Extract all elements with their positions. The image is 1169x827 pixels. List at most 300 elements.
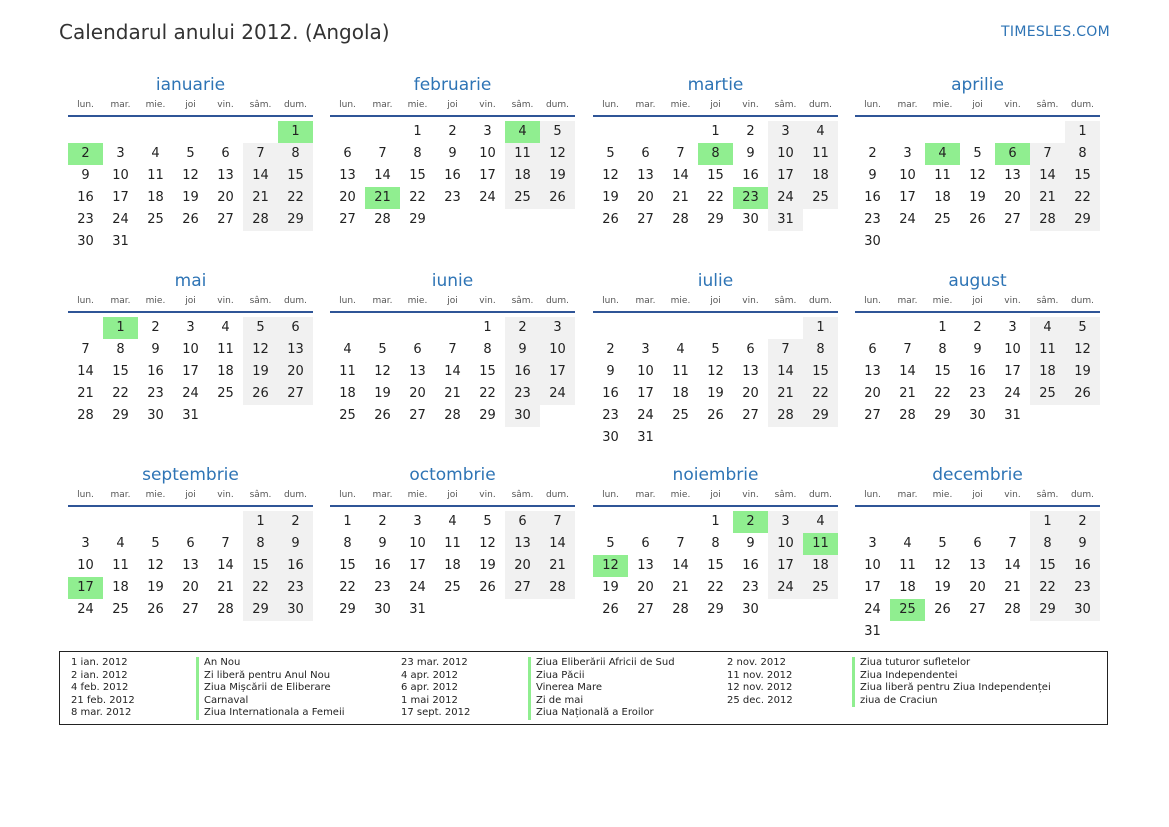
empty-cell xyxy=(628,511,663,533)
legend-date: 12 nov. 2012 xyxy=(727,682,793,694)
legend-holiday-name: Ziua Independentei xyxy=(852,670,1051,683)
weekday-label: mar. xyxy=(897,490,918,500)
month-ianuarie xyxy=(68,73,313,253)
day-cell: 5 xyxy=(606,536,615,551)
weekday-label: dum. xyxy=(808,296,833,306)
day-cell: 6 xyxy=(641,536,650,551)
day-cell: 10 xyxy=(637,364,654,379)
day-cell: 26 xyxy=(479,580,496,595)
weekday-label: joi xyxy=(447,296,458,306)
day-cell: 19 xyxy=(182,190,199,205)
day-cell: 18 xyxy=(1030,361,1065,383)
weekday-label: joi xyxy=(185,100,196,110)
weekday-label: mie. xyxy=(407,100,428,110)
month-aprilie xyxy=(855,73,1100,253)
weekday-label: lun. xyxy=(602,100,619,110)
weekday-label: mar. xyxy=(110,100,131,110)
weekday-label: lun. xyxy=(602,490,619,500)
day-cell: 24 xyxy=(77,602,94,617)
day-cell: 19 xyxy=(602,190,619,205)
day-cell: 5 xyxy=(1065,317,1100,339)
day-cell: 26 xyxy=(374,408,391,423)
day-cell: 20 xyxy=(278,361,313,383)
empty-cell xyxy=(960,511,995,533)
day-cell: 4 xyxy=(116,536,125,551)
day-cell: 18 xyxy=(899,580,916,595)
day-cell: 26 xyxy=(1065,383,1100,405)
day-cell: 30 xyxy=(374,602,391,617)
legend-holiday-name: Ziua Păcii xyxy=(528,670,675,683)
day-cell: 6 xyxy=(413,342,422,357)
day-cell: 25 xyxy=(803,577,838,599)
day-cell: 16 xyxy=(505,361,540,383)
day-cell: 12 xyxy=(1065,339,1100,361)
legend-date: 8 mar. 2012 xyxy=(71,707,132,719)
empty-cell xyxy=(435,317,470,339)
empty-cell xyxy=(1030,121,1065,143)
day-cell: 3 xyxy=(641,342,650,357)
empty-cell xyxy=(628,317,663,339)
weekday-label: sâm. xyxy=(249,490,272,500)
day-cell: 14 xyxy=(243,165,278,187)
day-cell: 19 xyxy=(1065,361,1100,383)
weekday-label: mie. xyxy=(145,100,166,110)
day-cell: 1 xyxy=(938,320,947,335)
empty-cell xyxy=(855,317,890,339)
day-cell: 9 xyxy=(973,342,982,357)
day-cell: 11 xyxy=(444,536,461,551)
day-cell: 7 xyxy=(676,536,685,551)
day-cell: 27 xyxy=(505,577,540,599)
day-cell: 10 xyxy=(864,558,881,573)
day-cell: 19 xyxy=(969,190,986,205)
weekday-label: mie. xyxy=(932,100,953,110)
day-cell: 16 xyxy=(742,558,759,573)
day-cell: 30 xyxy=(1065,599,1100,621)
day-cell: 8 xyxy=(413,146,422,161)
day-cell: 4 xyxy=(151,146,160,161)
day-grid xyxy=(593,317,838,449)
day-cell: 1 xyxy=(243,511,278,533)
weekday-label: mie. xyxy=(407,296,428,306)
legend-date: 6 apr. 2012 xyxy=(401,682,459,694)
day-cell: 27 xyxy=(864,408,881,423)
weekday-label: lun. xyxy=(77,296,94,306)
day-cell: 22 xyxy=(934,386,951,401)
holiday-day: 2 xyxy=(733,511,768,533)
day-cell: 29 xyxy=(278,209,313,231)
weekday-label: dum. xyxy=(545,490,570,500)
day-cell: 6 xyxy=(868,342,877,357)
day-cell: 1 xyxy=(483,320,492,335)
day-cell: 10 xyxy=(540,339,575,361)
day-cell: 15 xyxy=(934,364,951,379)
day-cell: 16 xyxy=(278,555,313,577)
weekday-label: sâm. xyxy=(1036,100,1059,110)
day-cell: 11 xyxy=(899,558,916,573)
day-cell: 6 xyxy=(221,146,230,161)
day-cell: 15 xyxy=(278,165,313,187)
empty-cell xyxy=(593,317,628,339)
day-cell: 1 xyxy=(803,317,838,339)
weekday-label: vin. xyxy=(1004,100,1021,110)
holiday-day: 11 xyxy=(803,533,838,555)
weekday-label: lun. xyxy=(864,296,881,306)
weekday-label: dum. xyxy=(545,100,570,110)
day-cell: 21 xyxy=(672,190,689,205)
legend-holiday-name: Ziua Eliberării Africii de Sud xyxy=(528,657,675,670)
day-cell: 31 xyxy=(1004,408,1021,423)
day-cell: 20 xyxy=(339,190,356,205)
weekday-label: lun. xyxy=(339,100,356,110)
weekday-label: sâm. xyxy=(511,296,534,306)
day-cell: 5 xyxy=(973,146,982,161)
legend-date-column xyxy=(727,657,793,707)
day-cell: 12 xyxy=(934,558,951,573)
day-cell: 19 xyxy=(374,386,391,401)
weekday-header xyxy=(855,97,1100,117)
day-cell: 18 xyxy=(112,580,129,595)
day-grid xyxy=(68,511,313,621)
day-cell: 14 xyxy=(1004,558,1021,573)
empty-cell xyxy=(628,121,663,143)
day-cell: 30 xyxy=(742,602,759,617)
empty-cell xyxy=(68,317,103,339)
day-cell: 16 xyxy=(864,190,881,205)
weekday-header xyxy=(68,293,313,313)
day-grid xyxy=(855,121,1100,253)
weekday-label: mar. xyxy=(635,490,656,500)
day-cell: 6 xyxy=(746,342,755,357)
legend-holiday-name: Ziua Mișcării de Eliberare xyxy=(196,682,345,695)
day-cell: 14 xyxy=(672,168,689,183)
day-cell: 31 xyxy=(864,624,881,639)
day-cell: 20 xyxy=(409,386,426,401)
day-cell: 16 xyxy=(1065,555,1100,577)
day-cell: 11 xyxy=(672,364,689,379)
day-cell: 18 xyxy=(217,364,234,379)
day-cell: 10 xyxy=(479,146,496,161)
empty-cell xyxy=(663,511,698,533)
day-cell: 10 xyxy=(768,143,803,165)
weekday-label: joi xyxy=(710,490,721,500)
day-grid xyxy=(593,121,838,231)
weekday-label: joi xyxy=(447,100,458,110)
day-cell: 9 xyxy=(606,364,615,379)
day-cell: 20 xyxy=(969,580,986,595)
day-cell: 5 xyxy=(938,536,947,551)
day-cell: 27 xyxy=(217,212,234,227)
day-cell: 1 xyxy=(711,514,720,529)
weekday-label: lun. xyxy=(864,100,881,110)
day-cell: 8 xyxy=(278,143,313,165)
day-cell: 3 xyxy=(81,536,90,551)
day-cell: 2 xyxy=(973,320,982,335)
legend-date: 11 nov. 2012 xyxy=(727,669,793,681)
day-cell: 31 xyxy=(112,234,129,249)
day-cell: 24 xyxy=(540,383,575,405)
empty-cell xyxy=(138,511,173,533)
day-cell: 3 xyxy=(768,121,803,143)
day-cell: 13 xyxy=(409,364,426,379)
day-cell: 21 xyxy=(1030,187,1065,209)
day-cell: 24 xyxy=(479,190,496,205)
day-cell: 7 xyxy=(676,146,685,161)
day-cell: 10 xyxy=(409,536,426,551)
legend-holiday-name: Ziua liberă pentru Ziua Independenței xyxy=(852,682,1051,695)
day-cell: 5 xyxy=(151,536,160,551)
day-cell: 14 xyxy=(540,533,575,555)
weekday-label: lun. xyxy=(77,100,94,110)
weekday-label: vin. xyxy=(742,100,759,110)
weekday-label: mie. xyxy=(145,296,166,306)
day-cell: 14 xyxy=(374,168,391,183)
day-cell: 18 xyxy=(339,386,356,401)
day-cell: 28 xyxy=(540,577,575,599)
day-cell: 27 xyxy=(637,602,654,617)
day-cell: 21 xyxy=(243,187,278,209)
holiday-day: 1 xyxy=(103,317,138,339)
day-cell: 16 xyxy=(374,558,391,573)
day-cell: 31 xyxy=(637,430,654,445)
weekday-label: mie. xyxy=(670,296,691,306)
day-cell: 23 xyxy=(505,383,540,405)
day-cell: 5 xyxy=(483,514,492,529)
weekday-label: joi xyxy=(972,490,983,500)
weekday-label: dum. xyxy=(1070,100,1095,110)
day-cell: 17 xyxy=(899,190,916,205)
day-cell: 18 xyxy=(803,165,838,187)
day-cell: 15 xyxy=(243,555,278,577)
day-grid xyxy=(330,121,575,231)
holiday-day: 2 xyxy=(68,143,103,165)
empty-cell xyxy=(768,317,803,339)
weekday-label: lun. xyxy=(339,296,356,306)
day-cell: 13 xyxy=(637,558,654,573)
day-cell: 24 xyxy=(768,187,803,209)
weekday-label: vin. xyxy=(217,490,234,500)
weekday-label: dum. xyxy=(1070,490,1095,500)
day-cell: 16 xyxy=(147,364,164,379)
weekday-label: joi xyxy=(447,490,458,500)
day-cell: 14 xyxy=(899,364,916,379)
day-cell: 6 xyxy=(186,536,195,551)
day-cell: 17 xyxy=(112,190,129,205)
day-cell: 25 xyxy=(672,408,689,423)
day-cell: 2 xyxy=(868,146,877,161)
day-cell: 3 xyxy=(903,146,912,161)
day-cell: 22 xyxy=(707,580,724,595)
weekday-label: lun. xyxy=(77,490,94,500)
day-cell: 8 xyxy=(1065,143,1100,165)
month-name: ianuarie xyxy=(155,75,226,95)
day-cell: 4 xyxy=(343,342,352,357)
month-name: iulie xyxy=(697,271,734,291)
day-cell: 18 xyxy=(147,190,164,205)
day-cell: 26 xyxy=(707,408,724,423)
day-cell: 15 xyxy=(707,558,724,573)
weekday-header xyxy=(593,97,838,117)
day-cell: 1 xyxy=(1030,511,1065,533)
day-cell: 18 xyxy=(672,386,689,401)
day-cell: 18 xyxy=(444,558,461,573)
day-cell: 21 xyxy=(1004,580,1021,595)
day-cell: 10 xyxy=(182,342,199,357)
day-cell: 13 xyxy=(339,168,356,183)
day-cell: 23 xyxy=(969,386,986,401)
day-cell: 2 xyxy=(746,124,755,139)
day-cell: 23 xyxy=(374,580,391,595)
day-cell: 19 xyxy=(934,580,951,595)
day-cell: 4 xyxy=(903,536,912,551)
site-link[interactable]: TIMESLES.COM xyxy=(1001,24,1110,40)
holiday-day: 17 xyxy=(68,577,103,599)
day-cell: 13 xyxy=(864,364,881,379)
day-cell: 6 xyxy=(278,317,313,339)
day-cell: 5 xyxy=(186,146,195,161)
day-cell: 8 xyxy=(803,339,838,361)
day-cell: 15 xyxy=(409,168,426,183)
day-cell: 30 xyxy=(147,408,164,423)
day-grid xyxy=(330,317,575,427)
weekday-label: joi xyxy=(710,296,721,306)
day-cell: 2 xyxy=(151,320,160,335)
weekday-label: sâm. xyxy=(1036,490,1059,500)
day-cell: 3 xyxy=(116,146,125,161)
weekday-label: dum. xyxy=(808,490,833,500)
holiday-day: 25 xyxy=(890,599,925,621)
weekday-label: joi xyxy=(185,490,196,500)
day-cell: 14 xyxy=(1030,165,1065,187)
empty-cell xyxy=(365,121,400,143)
day-cell: 3 xyxy=(540,317,575,339)
weekday-label: lun. xyxy=(864,490,881,500)
day-cell: 17 xyxy=(637,386,654,401)
day-cell: 28 xyxy=(77,408,94,423)
empty-cell xyxy=(330,317,365,339)
day-cell: 16 xyxy=(969,364,986,379)
day-cell: 29 xyxy=(409,212,426,227)
day-cell: 21 xyxy=(672,580,689,595)
day-cell: 22 xyxy=(112,386,129,401)
day-cell: 26 xyxy=(243,383,278,405)
empty-cell xyxy=(663,121,698,143)
day-cell: 14 xyxy=(672,558,689,573)
weekday-label: mie. xyxy=(670,490,691,500)
day-cell: 25 xyxy=(934,212,951,227)
holiday-day: 21 xyxy=(365,187,400,209)
day-cell: 20 xyxy=(1004,190,1021,205)
day-cell: 10 xyxy=(77,558,94,573)
day-cell: 26 xyxy=(540,187,575,209)
day-cell: 20 xyxy=(637,190,654,205)
weekday-label: dum. xyxy=(283,100,308,110)
empty-cell xyxy=(663,317,698,339)
day-cell: 20 xyxy=(742,386,759,401)
day-cell: 17 xyxy=(768,165,803,187)
month-name: septembrie xyxy=(142,465,239,485)
day-cell: 19 xyxy=(147,580,164,595)
day-cell: 24 xyxy=(409,580,426,595)
day-cell: 13 xyxy=(182,558,199,573)
empty-cell xyxy=(855,121,890,143)
day-cell: 21 xyxy=(768,383,803,405)
day-cell: 29 xyxy=(707,602,724,617)
empty-cell xyxy=(890,317,925,339)
weekday-label: mie. xyxy=(670,100,691,110)
day-cell: 15 xyxy=(1030,555,1065,577)
day-cell: 22 xyxy=(409,190,426,205)
day-cell: 2 xyxy=(278,511,313,533)
day-cell: 11 xyxy=(147,168,164,183)
empty-cell xyxy=(103,121,138,143)
day-cell: 28 xyxy=(217,602,234,617)
day-cell: 12 xyxy=(479,536,496,551)
holiday-day: 4 xyxy=(505,121,540,143)
day-cell: 20 xyxy=(505,555,540,577)
day-cell: 1 xyxy=(711,124,720,139)
day-cell: 17 xyxy=(409,558,426,573)
weekday-header xyxy=(330,293,575,313)
weekday-label: joi xyxy=(972,100,983,110)
day-grid xyxy=(68,121,313,253)
empty-cell xyxy=(208,511,243,533)
weekday-label: vin. xyxy=(479,490,496,500)
day-cell: 26 xyxy=(934,602,951,617)
legend-holiday-name: Zi de mai xyxy=(528,695,675,708)
day-cell: 3 xyxy=(186,320,195,335)
day-cell: 22 xyxy=(803,383,838,405)
weekday-label: sâm. xyxy=(511,100,534,110)
day-cell: 1 xyxy=(1065,121,1100,143)
day-cell: 4 xyxy=(1030,317,1065,339)
day-cell: 27 xyxy=(742,408,759,423)
day-cell: 15 xyxy=(339,558,356,573)
empty-cell xyxy=(995,511,1030,533)
day-cell: 19 xyxy=(479,558,496,573)
day-cell: 5 xyxy=(711,342,720,357)
day-cell: 24 xyxy=(1004,386,1021,401)
day-cell: 11 xyxy=(339,364,356,379)
day-cell: 17 xyxy=(479,168,496,183)
weekday-header xyxy=(593,487,838,507)
day-cell: 17 xyxy=(864,580,881,595)
day-cell: 8 xyxy=(243,533,278,555)
weekday-label: mar. xyxy=(635,100,656,110)
day-cell: 9 xyxy=(746,146,755,161)
day-cell: 26 xyxy=(969,212,986,227)
month-martie xyxy=(593,73,838,231)
day-cell: 24 xyxy=(637,408,654,423)
weekday-header xyxy=(855,293,1100,313)
weekday-label: dum. xyxy=(283,490,308,500)
day-cell: 11 xyxy=(1030,339,1065,361)
day-cell: 26 xyxy=(182,212,199,227)
day-cell: 28 xyxy=(243,209,278,231)
day-cell: 1 xyxy=(343,514,352,529)
legend-holiday-name: Zi liberă pentru Anul Nou xyxy=(196,670,345,683)
day-cell: 27 xyxy=(339,212,356,227)
empty-cell xyxy=(593,121,628,143)
legend-holiday-name: Vinerea Mare xyxy=(528,682,675,695)
day-cell: 9 xyxy=(378,536,387,551)
legend-date: 23 mar. 2012 xyxy=(401,657,468,668)
weekday-label: sâm. xyxy=(1036,296,1059,306)
day-cell: 28 xyxy=(768,405,803,427)
day-cell: 22 xyxy=(1065,187,1100,209)
day-cell: 3 xyxy=(483,124,492,139)
day-cell: 16 xyxy=(602,386,619,401)
